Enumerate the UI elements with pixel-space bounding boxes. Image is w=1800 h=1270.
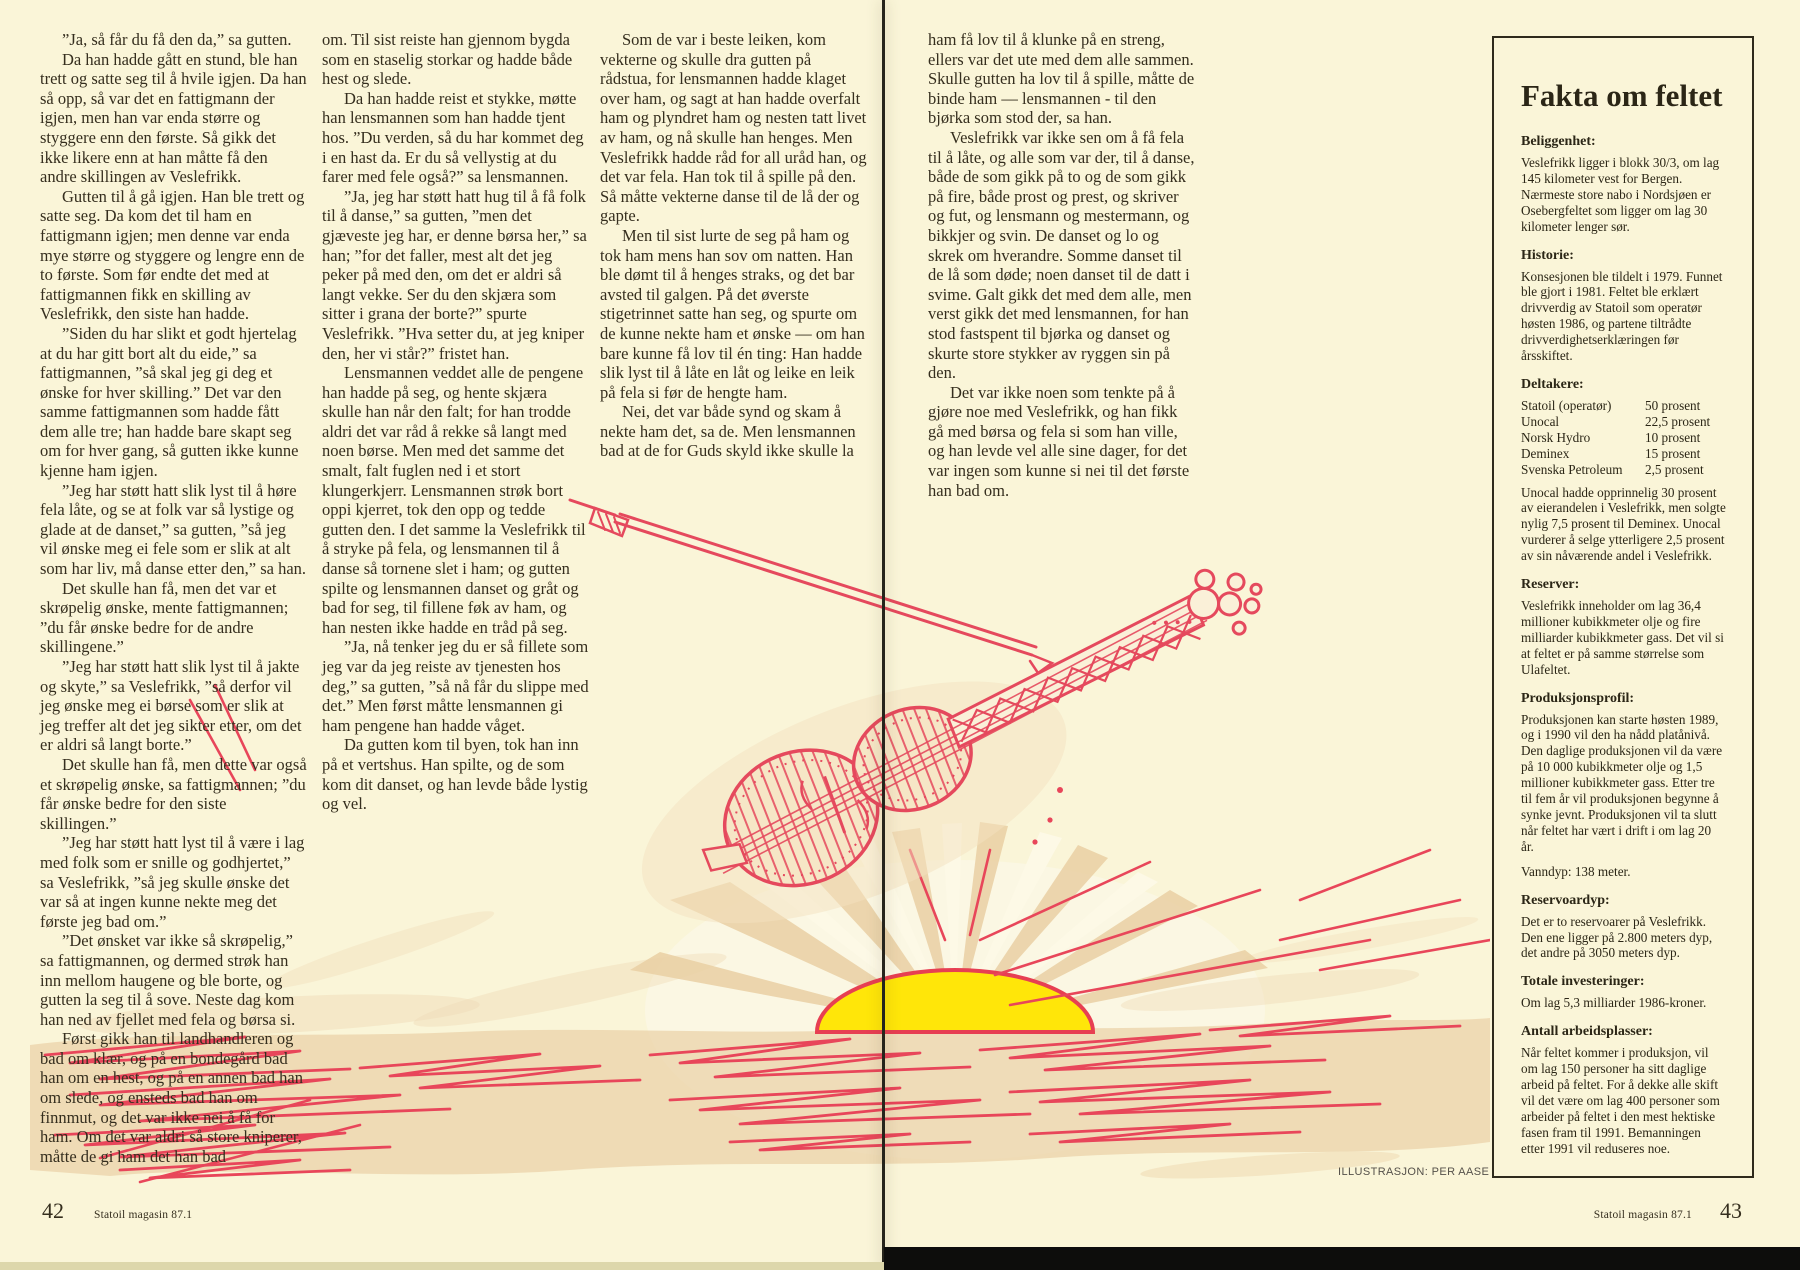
story-paragraph: ”Jeg har støtt hatt slik lyst til å høre fela låte, og se at folk var så lystige og glade at de danset,” sa gutten, ”så jeg vil ønske meg ei fele som er slik at alt som har liv, må danse etter den,” sa han. <box>40 480 307 579</box>
fact-section-heading: Beliggenhet: <box>1521 134 1596 149</box>
fact-section-heading: Reserver: <box>1521 577 1580 593</box>
fact-section-heading: Produksjonsprofil: <box>1521 690 1635 706</box>
illustration-credit: ILLUSTRASJON: PER AASE <box>1338 1166 1490 1178</box>
scan-edge-right <box>884 1247 1800 1270</box>
story-paragraph: ”Jeg har støtt hatt slik lyst til å jakte og skyte,” sa Veslefrikk, ”så derfor vil jeg ønske meg ei børse som er slik at jeg treffer alt det jeg sikter etter, om det er aldri så langt borte.” <box>40 657 302 755</box>
fact-paragraph: Produksjonen kan starte høsten 1989, og i 1990 vil den ha nådd platånivå. Den daglige produksjonen vil da være på 10 000 kubikkmeter olje og 1,5 millioner kubikkmeter gass. Etter tre til fem år vil produksjonen begynne å synke jevnt. Produksjonen vil ta slutt når feltet har vært i drift i om lag 20 år. <box>1521 711 1723 854</box>
story-paragraph: Det skulle han få, men dette var også et skrøpelig ønske, sa fattigmannen; ”du får ønske bedre for den siste skillingen.” <box>40 754 307 833</box>
story-paragraph: Veslefrikk var ikke sen om å få fela til å låte, og alle som var der, til å danse, både de som gikk på to og de som gikk på fire, både prost og prest, og skriver og fut, og lensmann og mestermann, og bikkjer og svin. De danset og lo og skrek om hverandre. Somme danset til de lå som døde; noen danset til de datt i svime. Galt gikk det med dem alle, men verst gikk det med lensmannen, for han stod fastspent til bjørka og danset og skurte store stykker av ryggen sin på den. <box>928 127 1195 383</box>
story-paragraph: Da han hadde gått en stund, ble han trett og satte seg til å hvile igjen. Da han så opp, så var det en fattigmann der igjen, men han var enda større og styggere enn den første. Så gikk det ikke likere enn at han måtte få den andre skillingen av Veslefrikk. <box>40 49 307 187</box>
story-column-2 <box>322 30 589 814</box>
story-paragraph: Da gutten kom til byen, tok han inn på et vertshus. Han spilte, og de som kom dit danset, og han levde både lystig og vel. <box>322 735 588 814</box>
fact-section-heading: Reservoardyp: <box>1521 892 1610 908</box>
participant-share: 10 prosent <box>1645 429 1701 445</box>
story-column-1 <box>40 30 307 1166</box>
story-paragraph: ”Siden du har slikt et godt hjertelag at du har gitt bort alt du eide,” sa fattigmannen, ”så skal jeg gi deg et ønske for hver skilling.” Det var den samme fattigmannen som hadde fått dem alle tre; han hadde bare skapt seg om for hver gang, så gutten ikke kunne kjenne ham igjen. <box>40 323 299 481</box>
fact-paragraph: Unocal hadde opprinnelig 30 prosent av eierandelen i Veslefrikk, men solgte nylig 7,5 prosent til Deminex. Unocal vurderer å selge ytterligere 2,5 prosent av sin nåværende andel i Veslefrikk. <box>1521 484 1726 564</box>
story-paragraph: ”Jeg har støtt hatt lyst til å være i lag med folk som er snille og godhjertet,” sa Veslefrikk, ”så jeg skulle ønske det var så at ingen kunne nekte meg det første jeg bad om.” <box>40 833 305 931</box>
page-number-left: 42 <box>42 1198 64 1223</box>
participant-name: Norsk Hydro <box>1521 429 1591 445</box>
fact-section-heading: Antall arbeidsplasser: <box>1521 1024 1653 1040</box>
fact-box-sections <box>1521 134 1726 1157</box>
participant-name: Unocal <box>1521 413 1560 429</box>
story-column-4 <box>928 30 1195 500</box>
magazine-title-right: Statoil magasin 87.1 <box>1593 1209 1692 1221</box>
participant-name: Statoil (operatør) <box>1521 397 1612 413</box>
participants-table <box>1521 398 1726 478</box>
story-paragraph: Det skulle han få, men det var et skrøpelig ønske, mente fattigmannen; ”du får ønske bedre for de andre skillingene.” <box>40 578 289 657</box>
scan-edge-left <box>0 1262 884 1270</box>
fact-section-heading: Historie: <box>1521 247 1574 263</box>
participant-share: 15 prosent <box>1645 445 1701 461</box>
fact-box-title: Fakta om feltet <box>1521 78 1723 113</box>
story-paragraph: Lensmannen veddet alle de pengene han hadde på seg, og hente skjæra skulle han når den falt; for han trodde aldri det var råd å rekke så langt med noen børse. Men med det samme det smalt, falt fuglen ned i et stort klungerkjerr. Lensmannen strøk bort oppi kjerret, tok den opp og tedde gutten den. I det samme la Veslefrikk til å stryke på fela, og lensmannen til å danse så tornene slet i ham; og gutten spilte og lensmannen danset og gråt og bad for seg, til fillene føk av ham, og han nesten ikke hadde en tråd på seg. <box>322 363 586 637</box>
story-column-3 <box>600 30 867 461</box>
magazine-title-left: Statoil magasin 87.1 <box>94 1209 193 1221</box>
participant-share: 22,5 prosent <box>1645 413 1711 429</box>
story-paragraph: Det var ikke noen som tenkte på å gjøre noe med Veslefrikk, og han fikk gå med børsa og fela si som han ville, og han levde vel alle sine dager, for det var ingen som kunne si nei til det første han bad om. <box>928 382 1190 500</box>
fact-section-heading: Totale investeringer: <box>1521 974 1645 990</box>
participant-name: Deminex <box>1521 445 1570 461</box>
story-paragraph: Men til sist lurte de seg på ham og tok ham mens han sov om natten. Han ble dømt til å henges straks, og det bar avsted til galgen. På det øverste stigetrinnet satte han seg, og spurte om de kunne nekte ham et ønske — om han bare kunne få lov til én ting: Han hadde slik lyst til å låte en låt og leike en leik på fela si før de hengte ham. <box>600 225 865 402</box>
fact-paragraph: Vanndyp: 138 meter. <box>1521 863 1631 879</box>
bow-sketch <box>570 500 1052 673</box>
story-paragraph: Da han hadde reist et stykke, møtte han lensmannen som han hadde tjent hos. ”Du verden, så du har kommet deg i en hast da. Er du så vellystig at du farer med fele også?” sa lensmannen. <box>322 88 584 187</box>
participant-name: Svenska Petroleum <box>1521 461 1623 477</box>
story-paragraph: om. Til sist reiste han gjennom bygda som en staselig storkar og hadde både hest og slede. <box>322 30 573 89</box>
page-fold <box>882 0 885 1270</box>
story-paragraph: ”Det ønsket var ikke så skrøpelig,” sa fattigmannen, og dermed strøk han inn mellom haugene og ble borte, og gutten la seg til å sove. Neste dag kom han ned av fjellet med fela og børsa si. <box>40 931 296 1029</box>
story-paragraph: ”Ja, så får du få den da,” sa gutten. <box>62 30 292 49</box>
fact-paragraph: Det er to reservoarer på Veslefrikk. Den ene ligger på 2.800 meters dyp, det andre på 3050 meters dyp. <box>1521 913 1713 961</box>
fact-box <box>1492 36 1754 1178</box>
participant-row <box>1521 398 1726 414</box>
fact-section-heading: Deltakere: <box>1521 376 1584 392</box>
participant-share: 50 prosent <box>1645 397 1701 413</box>
story-paragraph: ”Ja, nå tenker jeg du er så fillete som jeg var da jeg reiste av tjenesten hos deg,” sa gutten, ”så nå får du slippe med det.” Men først måtte lensmannen gi ham pengene han hadde våget. <box>322 637 589 735</box>
participant-row <box>1521 414 1726 430</box>
story-paragraph: ”Ja, jeg har støtt hatt hug til å få folk til å danse,” sa gutten, ”men det gjæveste jeg har, er denne børsa her,” sa han; ”for det faller, mest alt det jeg peker på med den, om det er aldri så langt vekke. Ser du den skjæra som sitter i grana der borte?” spurte Veslefrikk. ”Hva setter du, at jeg kniper den, her vi står?” fristet han. <box>322 186 587 363</box>
story-paragraph: Som de var i beste leiken, kom vekterne og skulle dra gutten på rådstua, for lensmannen hadde klaget over ham, og sagt at han hadde overfalt ham og plyndret ham og nesten tatt livet av ham, og nå skulle han henges. Men Veslefrikk hadde råd for all uråd han, og det var fela. Han tok til å spille på den. Så måtte vekterne danse til de lå der og gapte. <box>600 30 867 226</box>
fact-paragraph: Veslefrikk inneholder om lag 36,4 millioner kubikkmeter olje og fire milliarder kubikkmeter gass. Det vil si at feltet er på samme størrelse som Ulafeltet. <box>1521 598 1724 677</box>
story-paragraph: ham få lov til å klunke på en streng, ellers var det ute med dem alle sammen. Skulle gutten ha lov til å spille, måtte de binde ham — lensmannen - til den bjørka som stod der, sa han. <box>928 30 1195 128</box>
participant-row <box>1521 462 1726 478</box>
story-paragraph: Gutten til å gå igjen. Han ble trett og satte seg. Da kom det til ham en fattigmann igjen; men denne var enda mye større og styggere og lengre enn de to første. Som før endte det med at fattigmannen fikk en skilling av Veslefrikk, den siste han hadde. <box>40 186 305 324</box>
participant-row <box>1521 446 1726 462</box>
fact-paragraph: Veslefrikk ligger i blokk 30/3, om lag 145 kilometer vest for Bergen. Nærmeste store nabo i Nordsjøen er Osebergfeltet som ligger om lag 30 kilometer lenger sør. <box>1521 155 1720 234</box>
fact-paragraph: Konsesjonen ble tildelt i 1979. Funnet ble gjort i 1981. Feltet ble erklært drivverdig av Statoil som operatør høsten 1986, og partene tiltrådte drivverdighetserklæringen før årsskiftet. <box>1521 268 1723 364</box>
footer-right <box>1594 1198 1742 1224</box>
fact-paragraph: Når feltet kommer i produksjon, vil om lag 150 personer ha sitt daglige arbeid på feltet. For å dekke alle skift vil det være om lag 400 personer som arbeider på feltet i den mest hektiske fasen fram til 1991. Bemanningen etter 1991 vil reduseres noe. <box>1521 1045 1720 1156</box>
footer-left <box>42 1198 192 1224</box>
fact-paragraph: Om lag 5,3 milliarder 1986-kroner. <box>1521 995 1707 1011</box>
page-number-right: 43 <box>1720 1198 1742 1223</box>
participant-share: 2,5 prosent <box>1645 461 1704 477</box>
participant-row <box>1521 430 1726 446</box>
story-paragraph: Nei, det var både synd og skam å nekte ham det, sa de. Men lensmannen bad at de for Guds skyld ikke skulle la <box>600 402 856 461</box>
story-paragraph: Først gikk han til landhandleren og bad om klær, og på en bondegård bad han om en hest, og på en annen bad han om slede, og ensteds bad han om finnmut, og det var ikke nei å få for ham. Om det var aldri så store kniperer, måtte de gi ham det han bad <box>40 1029 304 1166</box>
